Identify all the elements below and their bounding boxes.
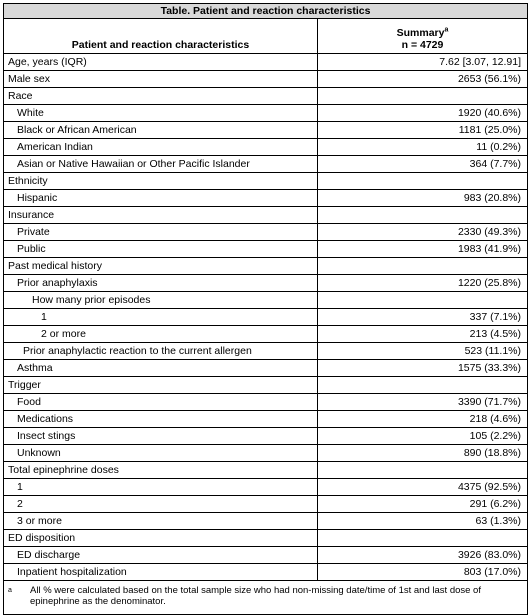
row-label: Prior anaphylaxis [4, 275, 318, 292]
table-header-row [4, 19, 528, 54]
row-value: 213 (4.5%) [318, 326, 528, 343]
row-label: Total epinephrine doses [4, 462, 318, 479]
table-row [4, 207, 528, 224]
row-value: 523 (11.1%) [318, 343, 528, 360]
table-row [4, 411, 528, 428]
table-row [4, 224, 528, 241]
row-value: 291 (6.2%) [318, 496, 528, 513]
row-label: 3 or more [4, 513, 318, 530]
row-label: ED disposition [4, 530, 318, 547]
table-row [4, 326, 528, 343]
row-label: Age, years (IQR) [4, 54, 318, 71]
summary-label: Summary [396, 27, 445, 39]
row-value [318, 292, 528, 309]
table-row [4, 428, 528, 445]
row-label: Unknown [4, 445, 318, 462]
table-title-row [4, 4, 528, 19]
row-value: 1920 (40.6%) [318, 105, 528, 122]
row-label: Food [4, 394, 318, 411]
table-row [4, 139, 528, 156]
table-row [4, 343, 528, 360]
column-header-characteristics: Patient and reaction characteristics [4, 19, 318, 54]
summary-footnote-mark: a [444, 26, 449, 34]
row-value: 218 (4.6%) [318, 411, 528, 428]
row-value: 3390 (71.7%) [318, 394, 528, 411]
row-label: Inpatient hospitalization [4, 564, 318, 581]
row-label: Insurance [4, 207, 318, 224]
row-value [318, 207, 528, 224]
row-label: Hispanic [4, 190, 318, 207]
row-value [318, 377, 528, 394]
table-row [4, 292, 528, 309]
row-value: 803 (17.0%) [318, 564, 528, 581]
table-row [4, 445, 528, 462]
row-value: 364 (7.7%) [318, 156, 528, 173]
footnote-row [4, 581, 528, 615]
footnote-text: All % were calculated based on the total sample size who had non-missing date/time of 1st and last dose of epinephrine as the denominator. [30, 585, 481, 607]
row-label: Race [4, 88, 318, 105]
row-label: 2 or more [4, 326, 318, 343]
footnote-mark: a [8, 587, 12, 594]
table-row [4, 513, 528, 530]
table-row [4, 156, 528, 173]
row-value: 2330 (49.3%) [318, 224, 528, 241]
row-value: 2653 (56.1%) [318, 71, 528, 88]
table-row [4, 258, 528, 275]
table-row [4, 190, 528, 207]
table-row [4, 479, 528, 496]
table-row [4, 530, 528, 547]
table-row [4, 122, 528, 139]
row-value [318, 462, 528, 479]
table-row [4, 360, 528, 377]
row-value [318, 173, 528, 190]
table-body [4, 54, 528, 581]
row-label: Private [4, 224, 318, 241]
row-value [318, 258, 528, 275]
row-value: 983 (20.8%) [318, 190, 528, 207]
row-label: ED discharge [4, 547, 318, 564]
row-label: Trigger [4, 377, 318, 394]
row-label: Prior anaphylactic reaction to the current allergen [4, 343, 318, 360]
row-value: 890 (18.8%) [318, 445, 528, 462]
row-value: 1983 (41.9%) [318, 241, 528, 258]
table-title: Table. Patient and reaction characteristics [4, 4, 528, 19]
row-value: 105 (2.2%) [318, 428, 528, 445]
row-label: 2 [4, 496, 318, 513]
row-label: Medications [4, 411, 318, 428]
table-row [4, 173, 528, 190]
sample-size-label: n = 4729 [401, 39, 444, 51]
row-value: 11 (0.2%) [318, 139, 528, 156]
row-label: White [4, 105, 318, 122]
table-row [4, 377, 528, 394]
table-row [4, 309, 528, 326]
characteristics-table [3, 3, 528, 615]
table-row [4, 496, 528, 513]
table-row [4, 394, 528, 411]
row-value [318, 530, 528, 547]
row-label: Asthma [4, 360, 318, 377]
row-value: 63 (1.3%) [318, 513, 528, 530]
row-label: How many prior episodes [4, 292, 318, 309]
row-label: Black or African American [4, 122, 318, 139]
table-row [4, 54, 528, 71]
row-value: 337 (7.1%) [318, 309, 528, 326]
row-label: Past medical history [4, 258, 318, 275]
table-row [4, 564, 528, 581]
row-label: Male sex [4, 71, 318, 88]
table-row [4, 105, 528, 122]
row-label: Asian or Native Hawaiian or Other Pacific Islander [4, 156, 318, 173]
table-row [4, 275, 528, 292]
row-value: 1181 (25.0%) [318, 122, 528, 139]
row-label: Insect stings [4, 428, 318, 445]
column-header-summary [318, 19, 528, 54]
table-row [4, 71, 528, 88]
row-value: 7.62 [3.07, 12.91] [318, 54, 528, 71]
row-value: 4375 (92.5%) [318, 479, 528, 496]
row-value: 1220 (25.8%) [318, 275, 528, 292]
row-value: 3926 (83.0%) [318, 547, 528, 564]
table-row [4, 241, 528, 258]
row-label: American Indian [4, 139, 318, 156]
row-label: 1 [4, 309, 318, 326]
table-row [4, 462, 528, 479]
characteristics-table-container [3, 3, 527, 615]
row-label: 1 [4, 479, 318, 496]
table-row [4, 547, 528, 564]
footnote [4, 581, 528, 615]
row-label: Public [4, 241, 318, 258]
table-row [4, 88, 528, 105]
row-value [318, 88, 528, 105]
row-label: Ethnicity [4, 173, 318, 190]
row-value: 1575 (33.3%) [318, 360, 528, 377]
